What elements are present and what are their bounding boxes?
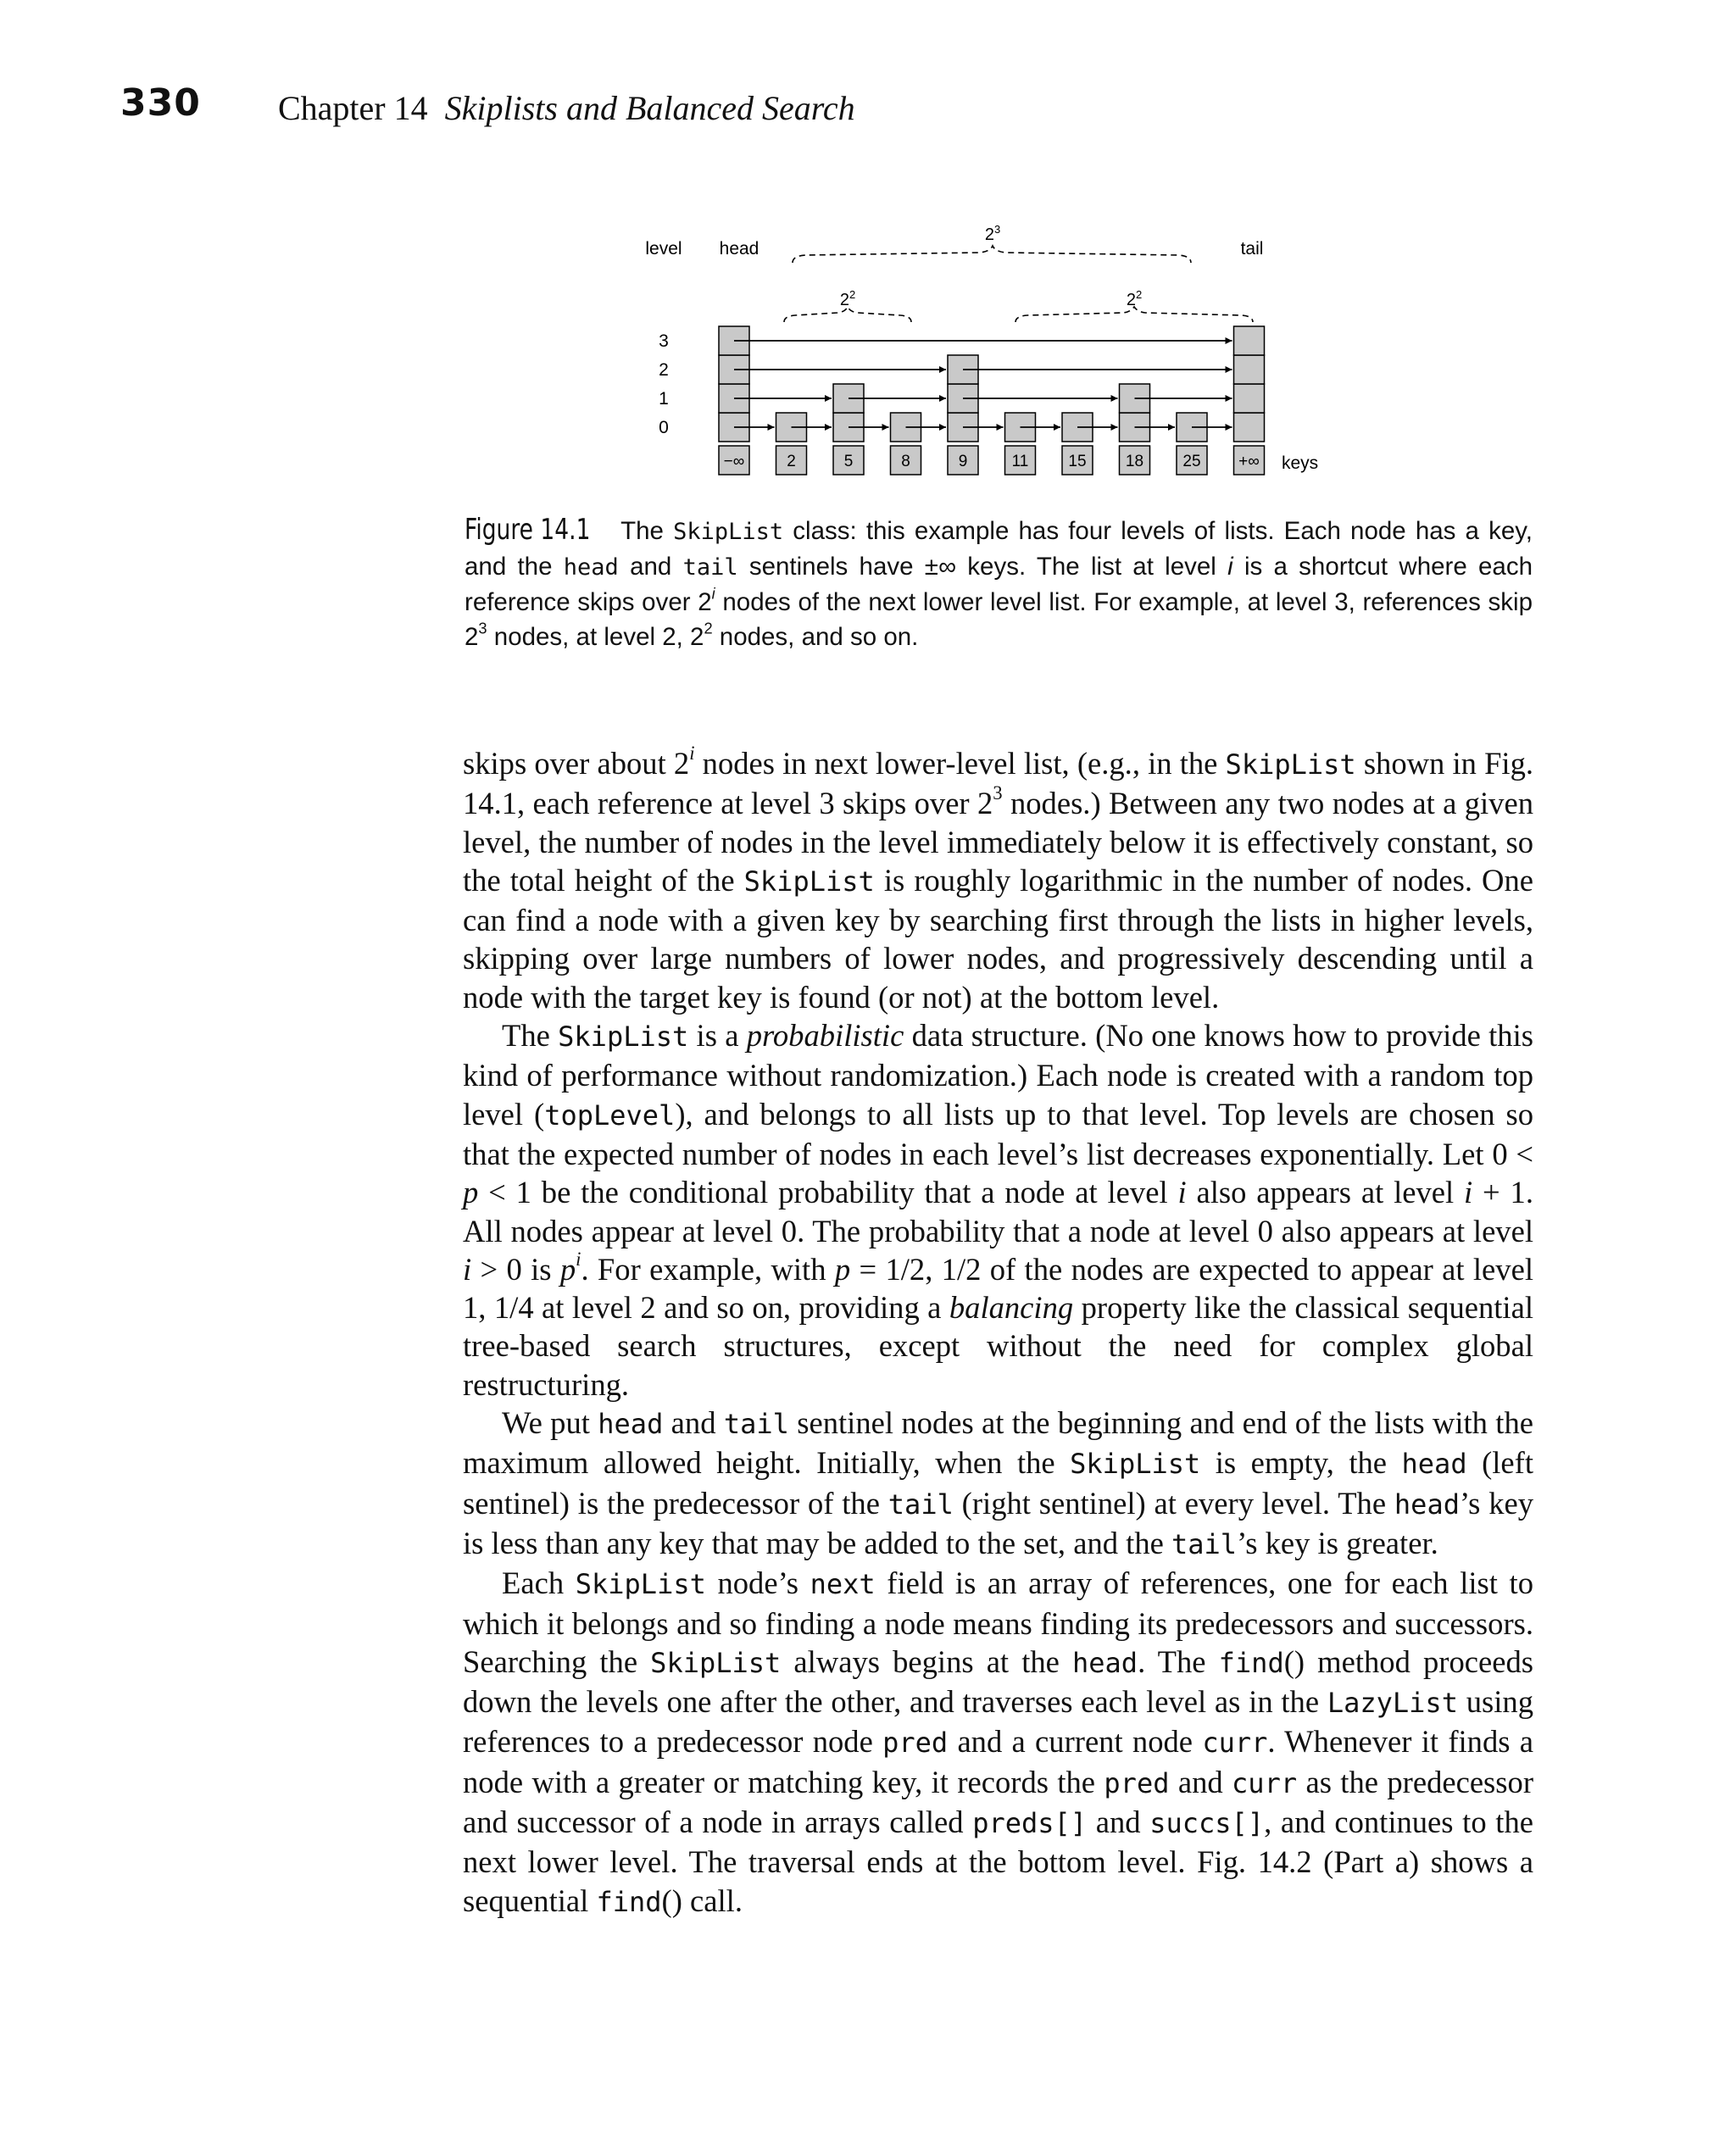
running-head	[278, 88, 855, 128]
key-label: +∞	[1238, 453, 1260, 470]
tail-label: tail	[1240, 239, 1264, 259]
key-label: 15	[1068, 453, 1087, 470]
skiplist-node	[1234, 326, 1265, 442]
head-label: head	[719, 239, 760, 259]
key-label: 9	[958, 453, 968, 470]
key-label: 11	[1011, 453, 1029, 470]
key-label: 5	[843, 453, 854, 470]
level-label: 2	[659, 360, 669, 380]
skiplist-node	[833, 384, 864, 442]
key-label: 2	[787, 453, 796, 470]
figure-caption: Figure 14.1 The SkipList class: this example has four levels of lists. Each node has a key, and the head and tail sentinels have ±∞ keys. The list at level i is a shortcut where each reference skips over 2$^i$ nodes of the next lower level list. For example, at level 3, references skip $2^3$ nodes, at level 2, $2^2$ nodes, and so on.	[465, 513, 1533, 651]
skiplist-node	[719, 326, 749, 442]
node-level-cell	[1234, 384, 1265, 413]
key-label: 8	[901, 453, 910, 470]
chapter-title: Skiplists and Balanced Search	[444, 89, 855, 127]
caption-label: Figure 14.1	[465, 513, 591, 547]
key-label: −∞	[723, 453, 745, 470]
page-number: 330	[120, 81, 201, 125]
paragraph: We put head and tail sentinel nodes at the beginning and end of the lists with the maximum allowed height. Initially, when the SkipList is empty, the head (left sentinel) is the predecessor of the tail (right sentinel) at every level. The head’s key is less than any key that may be added to the set, and the tail’s key is greater.	[463, 1405, 1534, 1560]
paragraph: skips over about 2$^i$ nodes in next lower-level list, (e.g., in the SkipList shown in Fig. 14.1, each reference at level 3 skips over $2^3$ nodes.) Between any two nodes at a given level, the number of nodes in the level immediately below it is effectively constant, so the total height of the SkipList is roughly logarithmic in the number of nodes. One can find a node with a given key by searching first through the lists in higher levels, skipping over large numbers of lower nodes, and progressively descending until a node with the target key is found (or not) at the bottom level.	[463, 742, 1534, 1015]
key-label: 25	[1182, 453, 1201, 470]
paragraph: The SkipList is a probabilistic data structure. (No one knows how to provide this kind of performance without randomization.) Each node is created with a random top level (topLevel), and belongs to all lists up to that level. Top levels are chosen so that the expected number of nodes in each level’s list decreases exponentially. Let 0 < p < 1 be the conditional probability that a node at level i also appears at level i + 1. All nodes appear at level 0. The probability that a node at level 0 also appears at level i > 0 is $p^i$. For example, with p = 1/2, 1/2 of the nodes are expected to appear at level 1, 1/4 at level 2 and so on, providing a balancing property like the classical sequential tree-based search structures, except without the need for complex global restructuring.	[463, 1018, 1533, 1402]
paragraph: Each SkipList node’s next field is an array of references, one for each list to which it belongs and so finding a node means finding its predecessors and successors. Searching the SkipList always begins at the head. The find() method proceeds down the levels one after the other, and traverses each level as in the LazyList using references to a predecessor node pred and a current node curr. Whenever it finds a node with a greater or matching key, it records the pred and curr as the predecessor and successor of a node in arrays called preds[] and succs[], and continues to the next lower level. The traversal ends at the bottom level. Fig. 14.2 (Part a) shows a sequential find() call.	[463, 1565, 1534, 1918]
node-level-cell	[1234, 355, 1265, 384]
level-axis-label: level	[645, 239, 682, 259]
node-level-cell	[1234, 326, 1265, 355]
skip-brace-top	[793, 246, 1191, 263]
keys-axis-label: keys	[1282, 453, 1319, 473]
chapter-number: Chapter 14	[278, 89, 428, 127]
skip-label-top: $2^3$	[984, 223, 1001, 244]
skip-label-right: $2^2$	[1126, 288, 1143, 309]
key-label: 18	[1125, 453, 1144, 470]
skiplist-node	[1120, 384, 1150, 442]
skiplist-figure	[644, 212, 1356, 492]
level-label: 1	[659, 389, 669, 409]
level-label: 3	[659, 331, 669, 351]
node-level-cell	[1234, 413, 1265, 442]
level-label: 0	[659, 418, 669, 437]
skip-label-left: $2^2$	[839, 288, 856, 309]
body-text	[463, 744, 1533, 1921]
